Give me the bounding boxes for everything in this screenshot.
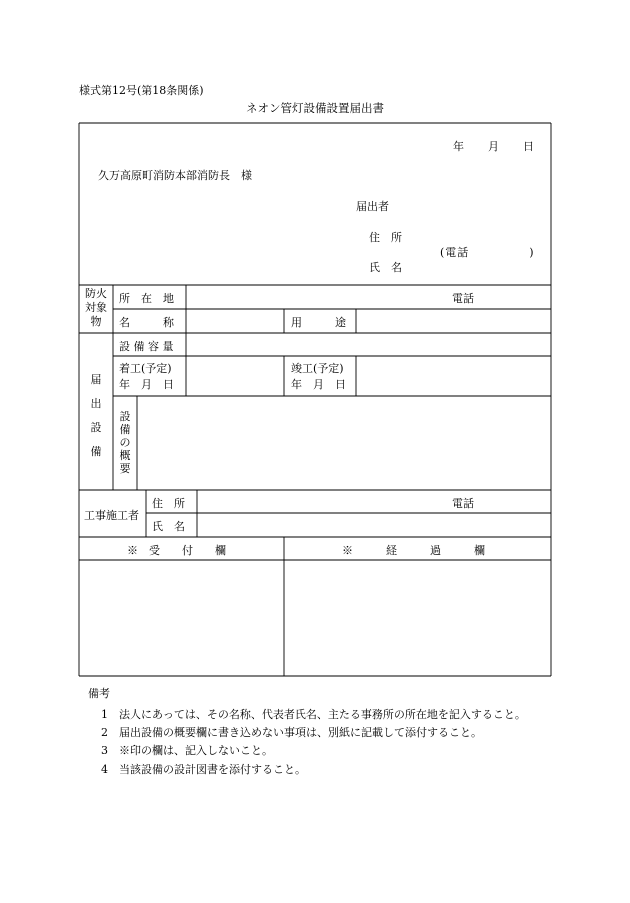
reception-column-label: ※ 受 付 欄 xyxy=(127,544,226,557)
note-item: 4 当該設備の設計図書を添付すること。 xyxy=(101,763,306,776)
contractor-group-label: 工事施工者 xyxy=(84,509,139,522)
form-title: ネオン管灯設備設置届出書 xyxy=(246,101,384,115)
form-number: 様式第12号(第18条関係) xyxy=(79,84,204,97)
addressee: 久万高原町消防本部消防長 様 xyxy=(98,169,252,182)
equipment-summary-label: 設 備 の 概 要 xyxy=(119,410,131,475)
applicant-address-label: 住 所 xyxy=(369,231,402,244)
finish-date-format: 年 月 日 xyxy=(291,378,346,391)
start-date-label: 着工(予定) xyxy=(119,362,172,375)
target-name-label: 名 称 xyxy=(119,316,174,329)
finish-date-label: 竣工(予定) xyxy=(291,362,344,375)
applicant-name-label: 氏 名 xyxy=(369,261,402,274)
note-item: 2 届出設備の概要欄に書き込めない事項は、別紙に記載して添付すること。 xyxy=(101,726,482,739)
contractor-address-label: 住 所 xyxy=(152,497,185,510)
target-phone-label: 電話 xyxy=(452,292,474,305)
equipment-group-label: 届 出 設 備 xyxy=(90,373,102,458)
target-use-label: 用 途 xyxy=(291,316,346,329)
contractor-phone-label: 電話 xyxy=(452,497,474,510)
applicant-label: 届出者 xyxy=(356,200,389,213)
date-year-label: 年 xyxy=(453,140,464,153)
notes-heading: 備考 xyxy=(88,687,110,700)
contractor-name-label: 氏 名 xyxy=(152,520,185,533)
progress-column-label: ※ 経 過 欄 xyxy=(342,544,485,557)
applicant-phone-label: (電話 ) xyxy=(440,246,535,259)
note-item: 1 法人にあっては、その名称、代表者氏名、主たる事務所の所在地を記入すること。 xyxy=(101,708,526,721)
date-month-label: 月 xyxy=(488,140,499,153)
equipment-capacity-label: 設 備 容 量 xyxy=(119,340,174,353)
date-day-label: 日 xyxy=(523,140,534,153)
target-group-label: 防火 対象 物 xyxy=(85,287,107,328)
note-item: 3 ※印の欄は、記入しないこと。 xyxy=(101,744,273,757)
start-date-format: 年 月 日 xyxy=(119,378,174,391)
target-location-label: 所 在 地 xyxy=(119,292,174,305)
